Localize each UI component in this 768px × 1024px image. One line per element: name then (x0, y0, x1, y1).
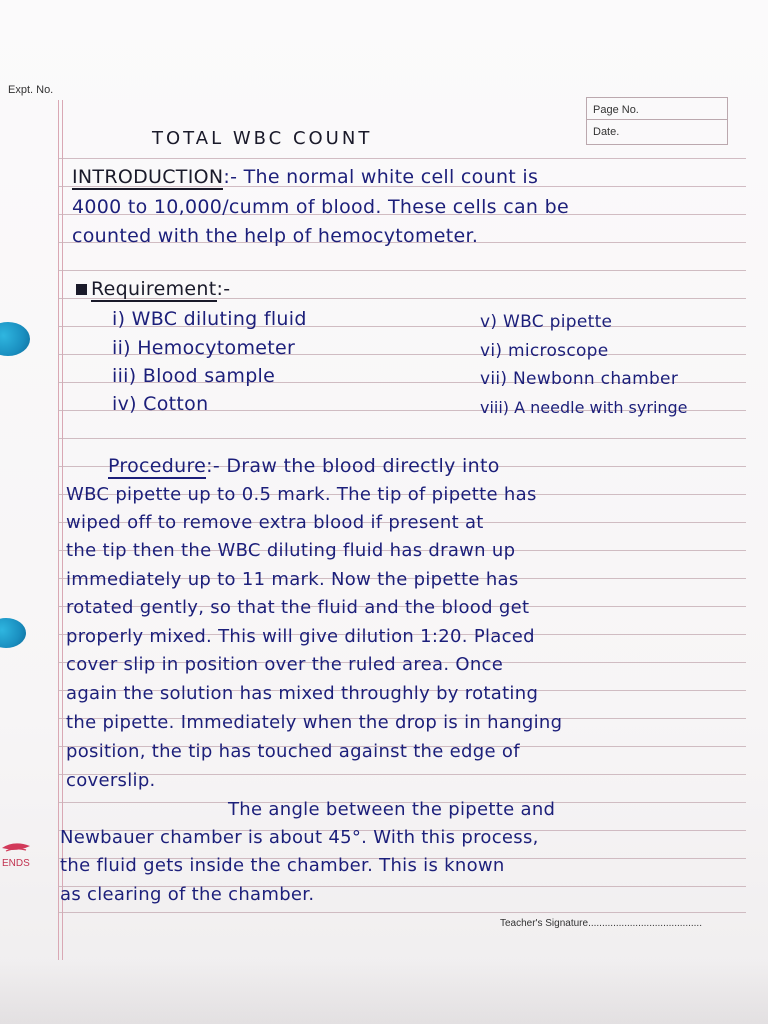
date-label: Date. (593, 126, 620, 138)
page-title: TOTAL WBC COUNT (152, 128, 373, 149)
procedure-heading: Procedure (108, 455, 207, 477)
binder-ring-tab (0, 322, 30, 356)
procedure-line-1: Procedure:- Draw the blood directly into (108, 455, 500, 477)
requirement-item: viii) A needle with syringe (480, 398, 688, 417)
margin-line-left (58, 100, 59, 960)
requirement-item: vi) microscope (480, 341, 609, 361)
procedure-line: wiped off to remove extra blood if present at (66, 512, 484, 533)
procedure-line: coverslip. (66, 770, 156, 791)
requirement-item: vii) Newbonn chamber (480, 369, 679, 389)
procedure-line: properly mixed. This will give dilution 1:20. Placed (66, 626, 535, 647)
procedure-line: again the solution has mixed throughly by rotating (66, 683, 539, 704)
procedure-line: position, the tip has touched against the edge of (66, 741, 520, 762)
procedure-line: the tip then the WBC diluting fluid has drawn up (66, 540, 516, 561)
checkbox-icon (76, 284, 87, 295)
requirement-item: i) WBC diluting fluid (112, 308, 307, 330)
binder-ring-tab (0, 618, 26, 648)
procedure-line: The angle between the pipette and (228, 799, 556, 820)
introduction-line-1: INTRODUCTION:- The normal white cell count is (72, 166, 539, 188)
page-no-label: Page No. (593, 104, 639, 116)
page-shadow (0, 960, 768, 1024)
procedure-line: cover slip in position over the ruled area. Once (66, 654, 504, 675)
procedure-line: the pipette. Immediately when the drop is in hanging (66, 712, 563, 733)
expt-no-label: Expt. No. (8, 84, 54, 96)
logo-text: ENDS (2, 858, 30, 869)
procedure-line: rotated gently, so that the fluid and the blood get (66, 597, 530, 618)
teacher-signature-label: Teacher's Signature......................................... (500, 918, 702, 929)
procedure-line: WBC pipette up to 0.5 mark. The tip of pipette has (66, 484, 537, 505)
procedure-line: as clearing of the chamber. (60, 884, 315, 905)
requirement-item: ii) Hemocytometer (112, 337, 296, 359)
requirement-heading: Requirement (91, 278, 217, 300)
requirement-item: iii) Blood sample (112, 365, 276, 387)
procedure-line: Newbauer chamber is about 45°. With this process, (60, 827, 539, 848)
introduction-heading: INTRODUCTION (72, 166, 224, 188)
introduction-line-2: 4000 to 10,000/cumm of blood. These cells can be (72, 196, 569, 218)
procedure-line: immediately up to 11 mark. Now the pipette has (66, 569, 519, 590)
procedure-line: the fluid gets inside the chamber. This is known (60, 855, 505, 876)
requirement-item: v) WBC pipette (480, 312, 613, 332)
introduction-line-3: counted with the help of hemocytometer. (72, 225, 479, 247)
requirement-heading-line: Requirement:- (76, 278, 230, 300)
requirement-item: iv) Cotton (112, 393, 209, 415)
